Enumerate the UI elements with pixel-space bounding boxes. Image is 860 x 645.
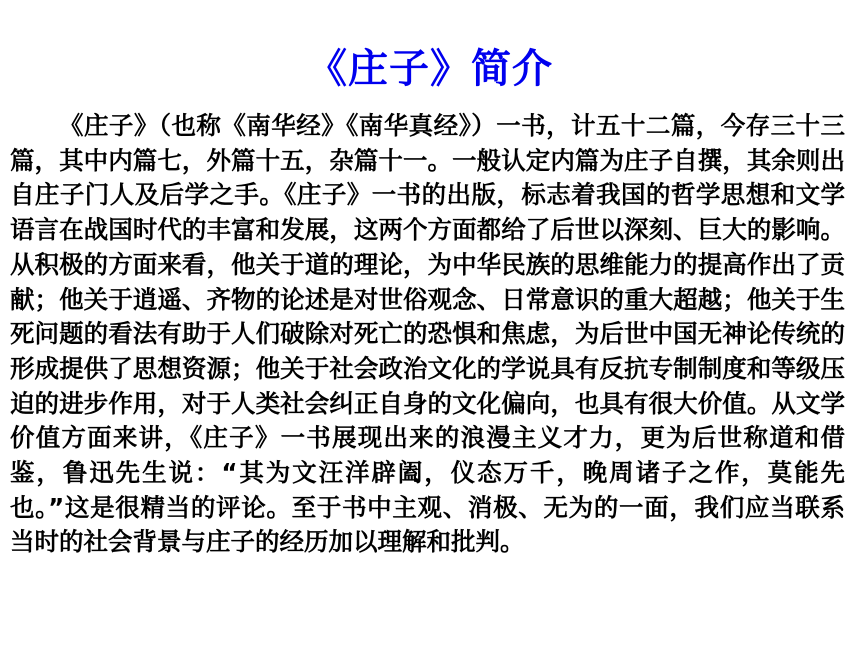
slide-body-paragraph: 《庄子》（也称《南华经》《南华真经》）一书，计五十二篇，今存三十三篇，其中内篇七，外篇十五，杂篇十一。一般认定内篇为庄子自撰，其余则出自庄子门人及后学之手。《庄子》一书的出版，标志着我国的哲学思想和文学语言在战国时代的丰富和发展，这两个方面都给了后世以深刻、巨大的影响。从积极的方面来看，他关于道的理论，为中华民族的思维能力的提高作出了贡献；他关于逍遥、齐物的论述是对世俗观念、日常意识的重大超越；他关于生死问题的看法有助于人们破除对死亡的恐惧和焦虑，为后世中国无神论传统的形成提供了思想资源；他关于社会政治文化的学说具有反抗专制制度和等级压迫的进步作用，对于人类社会纠正自身的文化偏向，也具有很大价值。从文学价值方面来讲，《庄子》一书展现出来的浪漫主义才力，更为后世称道和借鉴，鲁迅先生说：“其为文汪洋辟阖，仪态万千，晚周诸子之作，莫能先也。”这是很精当的评论。至于书中主观、消极、无为的一面，我们应当联系当时的社会背景与庄子的经历加以理解和批判。 [10, 111, 845, 557]
slide-title: 《庄子》简介 [307, 45, 553, 92]
